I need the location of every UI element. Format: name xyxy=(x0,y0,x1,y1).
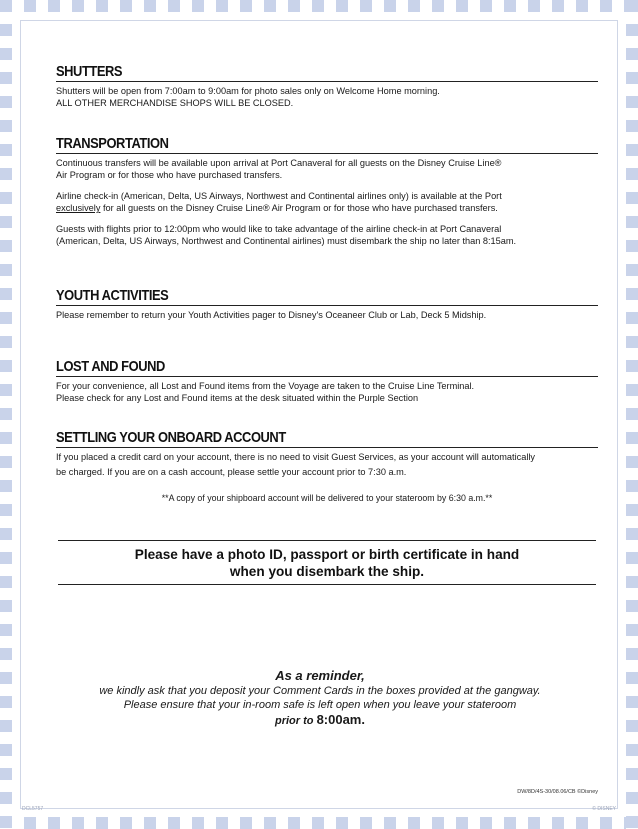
heading-rule xyxy=(56,376,598,377)
section-heading: SETTLING YOUR ONBOARD ACCOUNT xyxy=(56,429,286,446)
heading-rule xyxy=(56,305,598,306)
body-line: Airline check-in (American, Delta, US Airways, Northwest and Continental airlines only) is available at the Port xyxy=(56,191,502,201)
heading-rule xyxy=(56,153,598,154)
body-line: Please check for any Lost and Found items at the desk situated within the Purple Section xyxy=(56,393,419,403)
corner-code-left: DCL5757 xyxy=(22,806,44,812)
section-shutters xyxy=(56,64,598,109)
account-note: **A copy of your shipboard account will be delivered to your stateroom by 6:30 a.m.** xyxy=(161,493,493,503)
section-heading: LOST AND FOUND xyxy=(56,358,165,375)
reminder-block xyxy=(60,668,580,729)
section-heading: SHUTTERS xyxy=(56,63,123,80)
reminder-time-value: 8:00am. xyxy=(316,712,365,727)
heading-rule xyxy=(56,447,598,448)
heading-rule xyxy=(56,81,598,82)
paragraph xyxy=(56,223,598,247)
section-body xyxy=(56,309,598,321)
section-body xyxy=(56,85,598,109)
body-line: be charged. If you are on a cash account, please settle your account prior to 7:30 a.m. xyxy=(56,467,407,477)
border-left xyxy=(0,0,12,829)
paragraph xyxy=(56,157,598,181)
callout-line: Please have a photo ID, passport or birth certificate in hand xyxy=(134,547,520,562)
photo-id-callout xyxy=(58,540,596,585)
section-transportation xyxy=(56,136,598,247)
body-line: Please remember to return your Youth Activities pager to Disney's Oceaneer Club or Lab, Deck 5 Midship. xyxy=(56,310,487,320)
reminder-title: As a reminder, xyxy=(275,668,365,683)
body-line: For your convenience, all Lost and Found items from the Voyage are taken to the Cruise Line Terminal. xyxy=(56,381,475,391)
section-body xyxy=(56,451,598,504)
reminder-line: Please ensure that your in-room safe is left open when you leave your stateroom xyxy=(123,699,517,711)
border-bottom xyxy=(0,817,638,829)
underlined-word: exclusively xyxy=(56,203,101,213)
section-heading: YOUTH ACTIVITIES xyxy=(56,287,169,304)
callout-line: when you disembark the ship. xyxy=(229,564,425,579)
body-line: If you placed a credit card on your account, there is no need to visit Guest Services, as your account will automatically xyxy=(56,452,536,462)
body-line: Guests with flights prior to 12:00pm who would like to take advantage of the airline check-in at Port Canaveral xyxy=(56,224,502,234)
corner-code-right: © DISNEY xyxy=(592,806,616,812)
section-body xyxy=(56,157,598,247)
border-top xyxy=(0,0,638,12)
section-lost-and-found xyxy=(56,359,598,404)
reminder-line: we kindly ask that you deposit your Comment Cards in the boxes provided at the gangway. xyxy=(99,685,541,697)
body-line-rest: for all guests on the Disney Cruise Line® Air Program or for those who have purchased transfers. xyxy=(100,203,498,213)
section-body xyxy=(56,380,598,404)
body-line: Air Program or for those who have purchased transfers. xyxy=(56,170,283,180)
reminder-time-prefix: prior to xyxy=(275,715,317,727)
section-youth-activities xyxy=(56,288,598,321)
body-line xyxy=(56,202,598,214)
body-line: Shutters will be open from 7:00am to 9:00am for photo sales only on Welcome Home morning. xyxy=(56,86,440,96)
section-heading: TRANSPORTATION xyxy=(56,135,169,152)
document-code: DW/8D/4S-30/08.06/CB ©Disney xyxy=(517,789,598,795)
body-line: Continuous transfers will be available upon arrival at Port Canaveral for all guests on the Disney Cruise Line® xyxy=(56,158,502,168)
reminder-time xyxy=(60,712,580,729)
body-line: ALL OTHER MERCHANDISE SHOPS WILL BE CLOSED. xyxy=(56,98,294,108)
border-right xyxy=(626,0,638,829)
paragraph xyxy=(56,190,598,214)
section-onboard-account xyxy=(56,430,598,504)
body-line: (American, Delta, US Airways, Northwest and Continental airlines) must disembark the ship no later than 8:15am. xyxy=(56,236,517,246)
